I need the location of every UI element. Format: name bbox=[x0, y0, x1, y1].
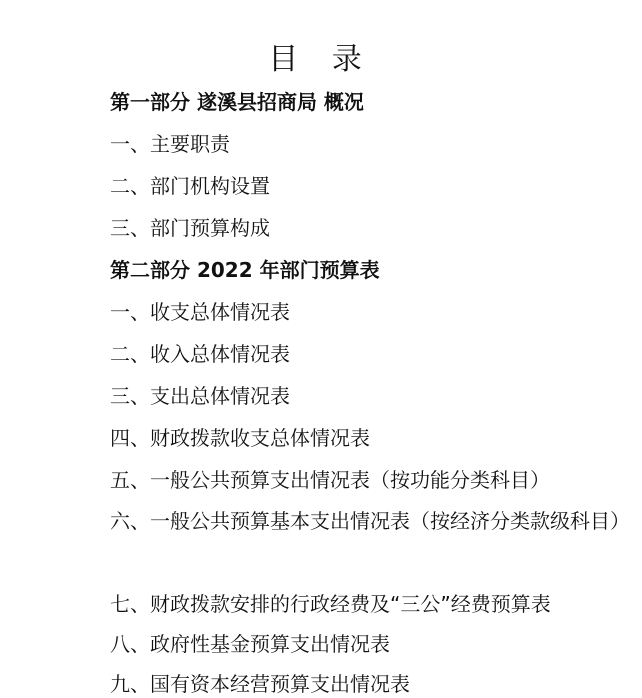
toc-item: 二、部门机构设置 bbox=[110, 174, 270, 198]
toc-item: 三、部门预算构成 bbox=[110, 216, 270, 240]
toc-item: 五、一般公共预算支出情况表（按功能分类科目） bbox=[110, 468, 550, 492]
toc-item: 二、收入总体情况表 bbox=[110, 342, 290, 366]
toc-item: 一、主要职责 bbox=[110, 132, 230, 156]
toc-item: 九、国有资本经营预算支出情况表 bbox=[110, 672, 410, 696]
toc-item: 六、一般公共预算基本支出情况表（按经济分类款级科目） bbox=[110, 509, 630, 533]
toc-item: 八、政府性基金预算支出情况表 bbox=[110, 632, 390, 656]
toc-item: 四、财政拨款收支总体情况表 bbox=[110, 426, 370, 450]
part1-heading: 第一部分 遂溪县招商局 概况 bbox=[110, 90, 364, 114]
toc-item: 一、收支总体情况表 bbox=[110, 300, 290, 324]
part2-heading: 第二部分 2022 年部门预算表 bbox=[110, 258, 380, 282]
toc-item: 三、支出总体情况表 bbox=[110, 384, 290, 408]
toc-item: 七、财政拨款安排的行政经费及“三公”经费预算表 bbox=[110, 592, 551, 616]
toc-title: 目 录 bbox=[268, 42, 374, 77]
